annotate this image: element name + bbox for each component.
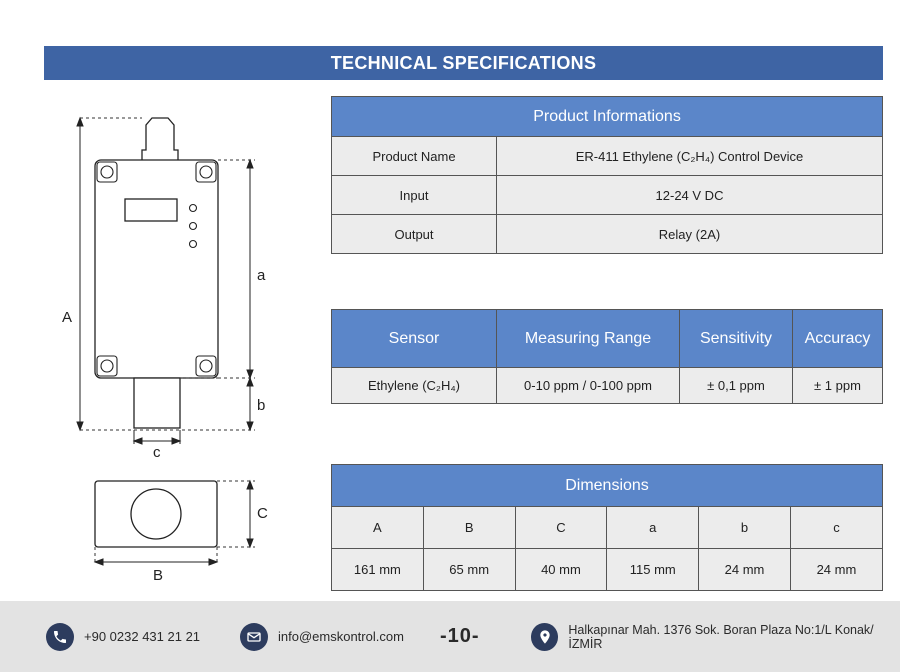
- row-value: Relay (2A): [497, 215, 883, 254]
- table-row: [332, 137, 883, 176]
- led-indicators: [190, 205, 197, 248]
- table-row: [332, 368, 883, 404]
- phone-number: +90 0232 431 21 21: [84, 629, 201, 644]
- dim-label: C: [515, 507, 607, 549]
- sensitivity-cell: ± 0,1 ppm: [680, 368, 793, 404]
- range-cell: 0-10 ppm / 0-100 ppm: [497, 368, 680, 404]
- dimensions-table: [331, 464, 883, 591]
- dim-label: a: [607, 507, 699, 549]
- row-value: 12-24 V DC: [497, 176, 883, 215]
- footer-phone[interactable]: [46, 601, 200, 672]
- dim-value: 161 mm: [332, 549, 424, 591]
- product-info-table: [331, 96, 883, 254]
- phone-icon: [46, 623, 74, 651]
- dim-label: B: [423, 507, 515, 549]
- device-drawing: [0, 0, 330, 600]
- dim-value: 24 mm: [699, 549, 791, 591]
- label-c: c: [153, 444, 161, 461]
- bottom-view-sensor: [131, 489, 181, 539]
- address-text: Halkapınar Mah. 1376 Sok. Boran Plaza No:1/L Konak/İZMİR: [568, 622, 874, 651]
- footer-email[interactable]: [240, 601, 404, 672]
- row-value: ER-411 Ethylene (C₂H₄) Control Device: [497, 137, 883, 176]
- location-pin-icon: [531, 623, 558, 651]
- product-info-header: Product Informations: [332, 97, 883, 137]
- range-col-header: Measuring Range: [497, 310, 680, 368]
- page-footer: [0, 601, 900, 672]
- footer-address[interactable]: [531, 601, 900, 672]
- device-body: [95, 160, 218, 378]
- accuracy-cell: ± 1 ppm: [793, 368, 883, 404]
- dim-label: c: [790, 507, 882, 549]
- dim-label: A: [332, 507, 424, 549]
- email-address: info@emskontrol.com: [278, 629, 404, 644]
- accuracy-col-header: Accuracy: [793, 310, 883, 368]
- dim-value: 115 mm: [607, 549, 699, 591]
- label-B: B: [153, 567, 164, 584]
- table-row: [332, 215, 883, 254]
- display-window: [125, 199, 177, 221]
- dim-value: 65 mm: [423, 549, 515, 591]
- table-row: [332, 549, 883, 591]
- label-C: C: [257, 505, 268, 522]
- row-key: Output: [332, 215, 497, 254]
- dimensions-header: Dimensions: [332, 465, 883, 507]
- sensor-col-header: Sensor: [332, 310, 497, 368]
- sensor-tube: [134, 378, 180, 428]
- sensor-table: [331, 309, 883, 404]
- sensor-cell: Ethylene (C₂H₄): [332, 368, 497, 404]
- top-connector: [142, 118, 178, 162]
- row-key: Input: [332, 176, 497, 215]
- label-A: A: [62, 309, 73, 326]
- table-row: [332, 507, 883, 549]
- sensitivity-col-header: Sensitivity: [680, 310, 793, 368]
- label-b: b: [257, 397, 266, 414]
- label-a: a: [257, 267, 266, 284]
- section-title: TECHNICAL SPECIFICATIONS: [330, 52, 597, 73]
- row-key: Product Name: [332, 137, 497, 176]
- page-number: -10-: [440, 625, 480, 647]
- dim-value: 40 mm: [515, 549, 607, 591]
- mail-icon: [240, 623, 268, 651]
- dim-label: b: [699, 507, 791, 549]
- dim-value: 24 mm: [790, 549, 882, 591]
- table-row: [332, 176, 883, 215]
